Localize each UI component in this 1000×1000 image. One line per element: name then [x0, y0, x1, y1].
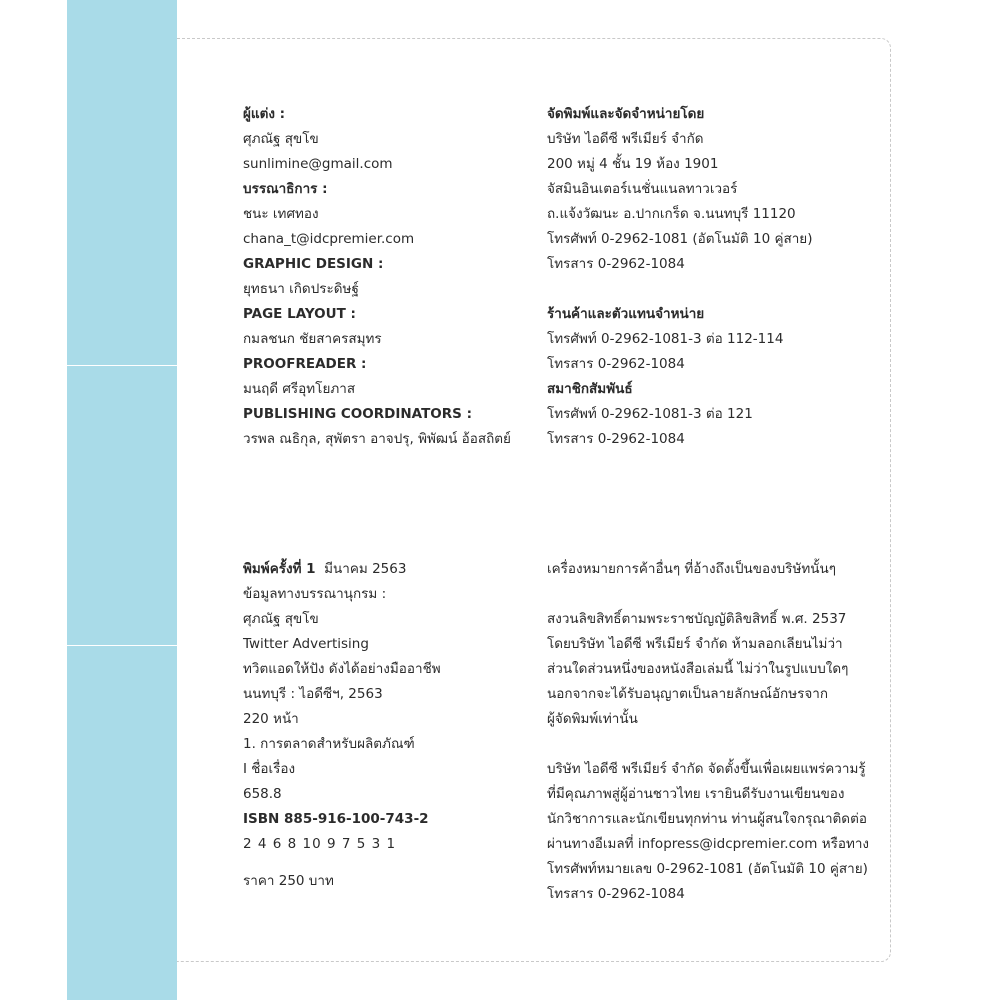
publisher-address-3: ถ.แจ้งวัฒนะ อ.ปากเกร็ด จ.นนทบุรี 11120 — [547, 206, 796, 222]
author-label: ผู้แต่ง : — [243, 106, 286, 122]
cip-title-entry: I ชื่อเรื่อง — [243, 761, 296, 777]
copyright-line: ผู้จัดพิมพ์เท่านั้น — [547, 711, 638, 727]
editor-name: ชนะ เทศทอง — [243, 206, 319, 222]
edition-date: มีนาคม 2563 — [324, 561, 407, 577]
trademark-notice: เครื่องหมายการค้าอื่นๆ ที่อ้างถึงเป็นของบริษัทนั้นๆ — [547, 561, 836, 577]
print-line: 2 4 6 8 10 9 7 5 3 1 — [243, 836, 397, 852]
proofreader-label: PROOFREADER : — [243, 356, 367, 372]
about-notice — [547, 757, 869, 907]
publisher-address-2: จัสมินอินเตอร์เนชั่นแนลทาวเวอร์ — [547, 181, 738, 197]
about-line: ที่มีคุณภาพสู่ผู้อ่านชาวไทย เรายินดีรับงานเขียนของ — [547, 786, 845, 802]
about-line: โทรศัพท์หมายเลข 0-2962-1081 (อัตโนมัติ 10 คู่สาย) — [547, 861, 868, 877]
shop-fax: โทรสาร 0-2962-1084 — [547, 356, 685, 372]
credits-block — [243, 102, 511, 452]
publisher-block — [547, 102, 812, 452]
isbn: ISBN 885-916-100-743-2 — [243, 811, 429, 827]
about-line: ผ่านทางอีเมลที่ infopress@idcpremier.com หรือทาง — [547, 836, 870, 852]
page-layout-name: กมลชนก ชัยสาครสมุทร — [243, 331, 382, 347]
copyright-notice — [547, 607, 869, 732]
cip-author: ศุภณัฐ สุขโข — [243, 611, 319, 627]
edition-line — [243, 557, 441, 582]
cip-subject: 1. การตลาดสำหรับผลิตภัณฑ์ — [243, 736, 415, 752]
about-line: บริษัท ไอดีซี พรีเมียร์ จำกัด จัดตั้งขึ้นเพื่อเผยแพร่ความรู้ — [547, 761, 866, 777]
price: ราคา 250 บาท — [243, 873, 334, 889]
copyright-line: นอกจากจะได้รับอนุญาตเป็นลายลักษณ์อักษรจาก — [547, 686, 829, 702]
editor-email: chana_t@idcpremier.com — [243, 231, 415, 247]
publisher-phone: โทรศัพท์ 0-2962-1081 (อัตโนมัติ 10 คู่สาย) — [547, 231, 813, 247]
coordinators-names: วรพล ณธิกุล, สุพัตรา อาจปรุ, พิพัฒน์ อ้อสถิตย์ — [243, 431, 511, 447]
member-fax: โทรสาร 0-2962-1084 — [547, 431, 685, 447]
cip-pages: 220 หน้า — [243, 711, 299, 727]
editor-label: บรรณาธิการ : — [243, 181, 328, 197]
sidebar-divider — [67, 365, 177, 366]
member-phone: โทรศัพท์ 0-2962-1081-3 ต่อ 121 — [547, 406, 753, 422]
publisher-fax: โทรสาร 0-2962-1084 — [547, 256, 685, 272]
shop-phone: โทรศัพท์ 0-2962-1081-3 ต่อ 112-114 — [547, 331, 784, 347]
cip-class-number: 658.8 — [243, 786, 282, 802]
cip-imprint: นนทบุรี : ไอดีซีฯ, 2563 — [243, 686, 383, 702]
author-name: ศุภณัฐ สุขโข — [243, 131, 319, 147]
publisher-heading: จัดพิมพ์และจัดจำหน่ายโดย — [547, 106, 705, 122]
graphic-design-name: ยุทธนา เกิดประดิษฐ์ — [243, 281, 359, 297]
catalog-block — [243, 557, 441, 894]
notices-block — [547, 557, 869, 907]
cip-title-en: Twitter Advertising — [243, 636, 369, 652]
publisher-address-1: 200 หมู่ 4 ชั้น 19 ห้อง 1901 — [547, 156, 719, 172]
proofreader-name: มนฤดี ศรีอุทโยภาส — [243, 381, 356, 397]
author-email: sunlimine@gmail.com — [243, 156, 393, 172]
copyright-line: โดยบริษัท ไอดีซี พรีเมียร์ จำกัด ห้ามลอกเลียนไม่ว่า — [547, 636, 843, 652]
coordinators-label: PUBLISHING COORDINATORS : — [243, 406, 472, 422]
copyright-line: ส่วนใดส่วนหนึ่งของหนังสือเล่มนี้ ไม่ว่าในรูปแบบใดๆ — [547, 661, 849, 677]
about-line: นักวิชาการและนักเขียนทุกท่าน ท่านผู้สนใจกรุณาติดต่อ — [547, 811, 867, 827]
decorative-sidebar — [67, 0, 177, 1000]
shop-heading: ร้านค้าและตัวแทนจำหน่าย — [547, 306, 705, 322]
about-line: โทรสาร 0-2962-1084 — [547, 886, 685, 902]
member-heading: สมาชิกสัมพันธ์ — [547, 381, 633, 397]
graphic-design-label: GRAPHIC DESIGN : — [243, 256, 384, 272]
cip-label: ข้อมูลทางบรรณานุกรม : — [243, 586, 387, 602]
publisher-name: บริษัท ไอดีซี พรีเมียร์ จำกัด — [547, 131, 704, 147]
page-layout-label: PAGE LAYOUT : — [243, 306, 356, 322]
copyright-line: สงวนลิขสิทธิ์ตามพระราชบัญญัติลิขสิทธิ์ พ.ศ. 2537 — [547, 611, 847, 627]
cip-title-th: ทวิตแอดให้ปัง ดังได้อย่างมืออาชีพ — [243, 661, 441, 677]
sidebar-divider — [67, 645, 177, 646]
edition-label: พิมพ์ครั้งที่ 1 — [243, 561, 316, 577]
